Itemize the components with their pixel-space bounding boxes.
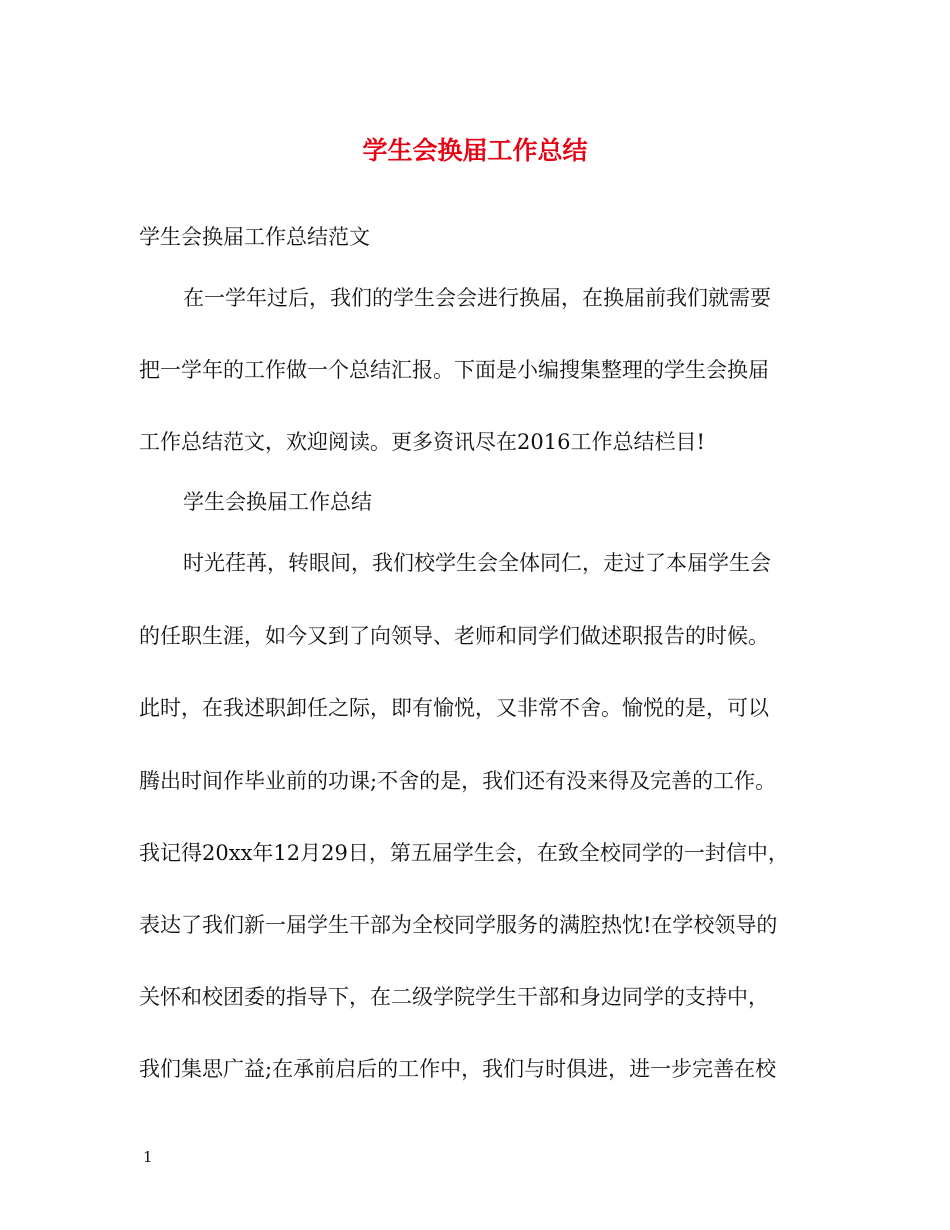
body-line-3: 此时，在我述职卸任之际，即有愉悦，又非常不舍。愉悦的是，可以: [139, 696, 769, 720]
intro-line-1: 在一学年过后，我们的学生会会进行换届，在换届前我们就需要: [183, 286, 771, 310]
body-line-2: 的任职生涯，如今又到了向领导、老师和同学们做述职报告的时候。: [139, 624, 769, 648]
body-line-4: 腾出时间作毕业前的功课;不舍的是，我们还有没来得及完善的工作。: [139, 769, 777, 793]
page-number: 1: [143, 1148, 153, 1166]
body-line-6: 表达了我们新一届学生干部为全校同学服务的满腔热忱!在学校领导的: [139, 913, 778, 937]
intro-line-3: 工作总结范文，欢迎阅读。更多资讯尽在2016工作总结栏目!: [139, 430, 705, 454]
body-line-5: 我记得20xx年12月29日，第五届学生会，在致全校同学的一封信中，: [139, 841, 789, 865]
section-heading: 学生会换届工作总结: [183, 490, 372, 514]
page-title: 学生会换届工作总结: [362, 136, 588, 165]
intro-line-2: 把一学年的工作做一个总结汇报。下面是小编搜集整理的学生会换届: [139, 358, 769, 382]
body-line-7: 关怀和校团委的指导下，在二级学院学生干部和身边同学的支持中，: [139, 985, 769, 1009]
subtitle: 学生会换届工作总结范文: [139, 225, 370, 249]
body-line-8: 我们集思广益;在承前启后的工作中，我们与时俱进，进一步完善在校: [139, 1057, 777, 1081]
body-line-1: 时光荏苒，转眼间，我们校学生会全体同仁，走过了本届学生会: [183, 551, 771, 575]
